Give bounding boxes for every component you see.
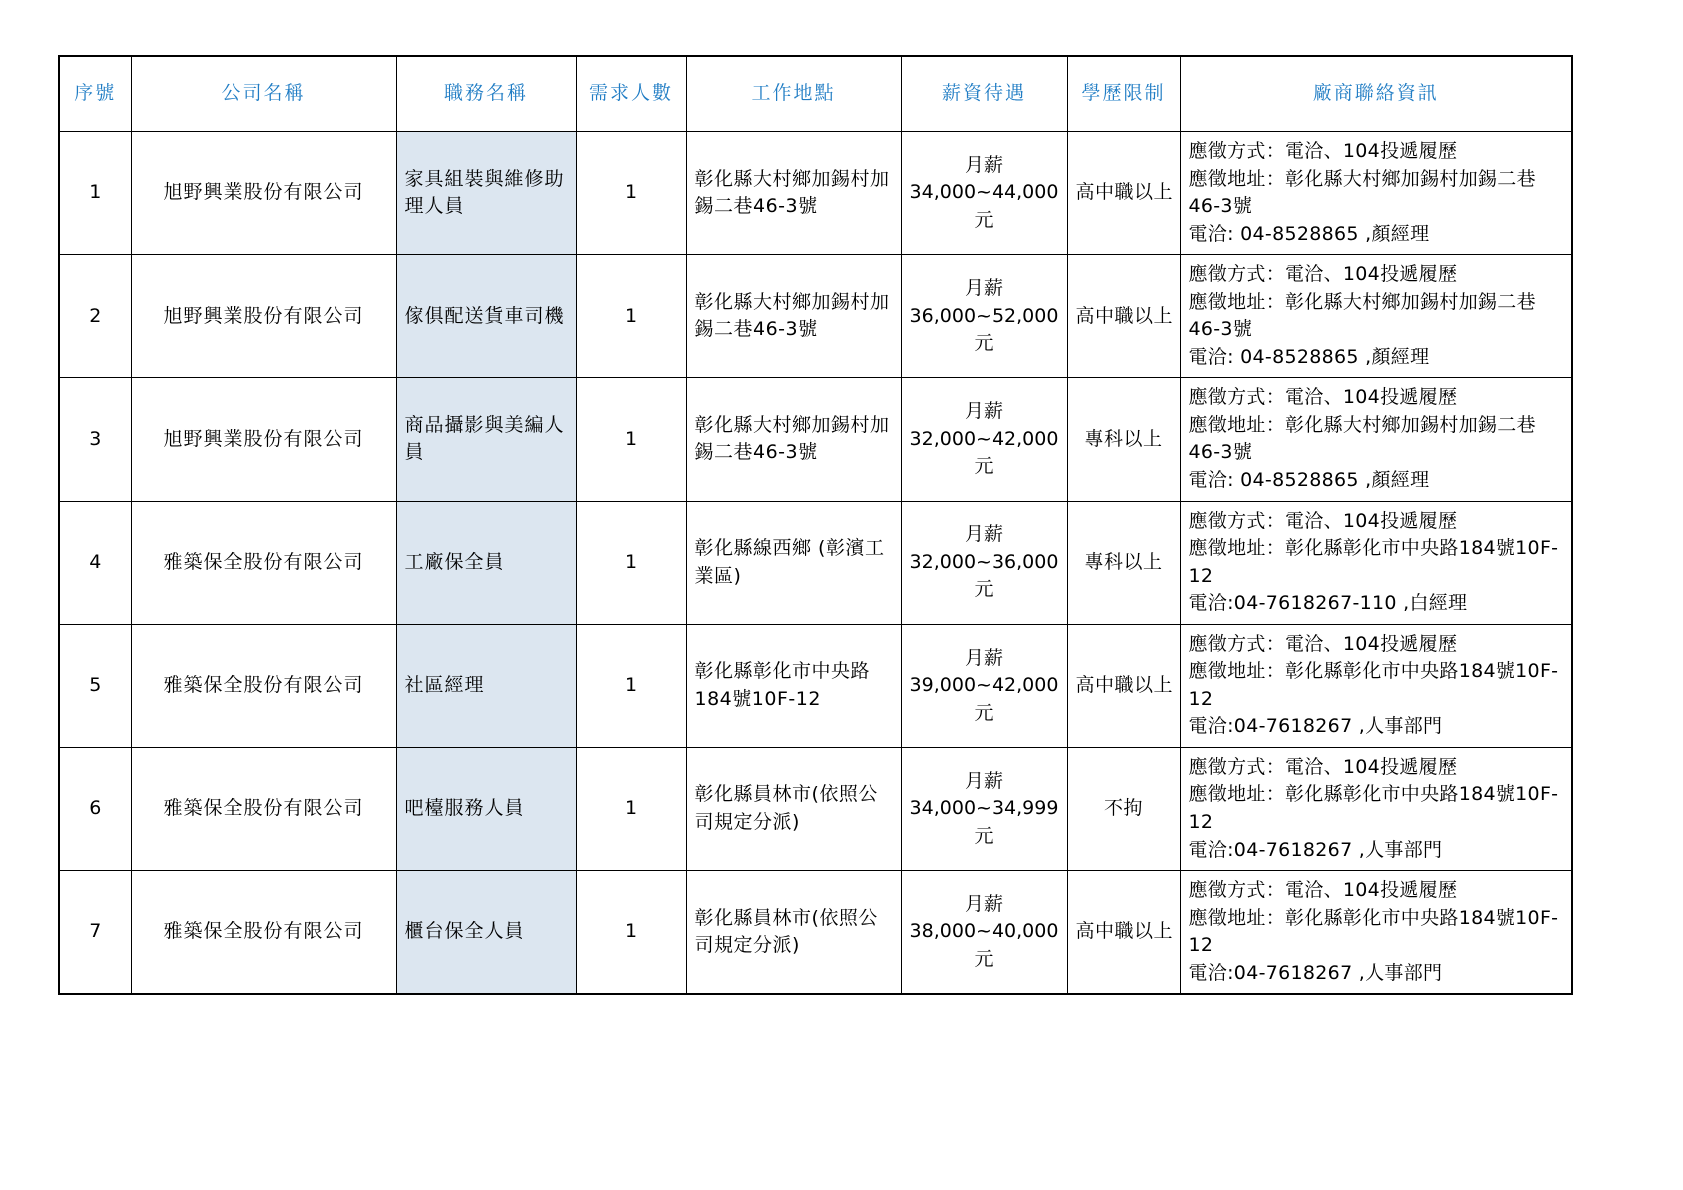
cell-headcount: 1 [576, 624, 686, 747]
cell-headcount: 1 [576, 378, 686, 501]
contact-line: 應徵方式：電洽、104投遞履歷 [1188, 632, 1458, 655]
cell-no: 6 [59, 747, 131, 870]
cell-contact [1180, 132, 1572, 255]
cell-job-title: 櫃台保全人員 [396, 871, 576, 995]
cell-job-title: 傢俱配送貨車司機 [396, 255, 576, 378]
cell-education: 專科以上 [1067, 501, 1180, 624]
contact-line: 應徵地址：彰化縣大村鄉加錫村加錫二巷46-3號 [1188, 290, 1536, 341]
cell-headcount: 1 [576, 132, 686, 255]
contact-line: 應徵方式：電洽、104投遞履歷 [1188, 755, 1458, 778]
cell-headcount: 1 [576, 747, 686, 870]
table-row [59, 378, 1572, 501]
cell-education: 不拘 [1067, 747, 1180, 870]
column-header-salary: 薪資待遇 [901, 56, 1067, 132]
table-row [59, 132, 1572, 255]
cell-job-title: 社區經理 [396, 624, 576, 747]
column-header-contact: 廠商聯絡資訊 [1180, 56, 1572, 132]
cell-company: 雅築保全股份有限公司 [131, 501, 396, 624]
contact-line: 應徵方式：電洽、104投遞履歷 [1188, 263, 1458, 286]
contact-line: 應徵方式：電洽、104投遞履歷 [1188, 140, 1458, 162]
cell-no: 4 [59, 501, 131, 624]
cell-contact [1180, 501, 1572, 624]
contact-line: 電洽:04-7618267 ,人事部門 [1188, 961, 1443, 984]
cell-salary: 月薪32,000~36,000元 [901, 501, 1067, 624]
contact-line: 電洽: 04-8528865 ,顏經理 [1188, 222, 1430, 245]
table-row [59, 255, 1572, 378]
cell-education: 專科以上 [1067, 378, 1180, 501]
cell-contact [1180, 378, 1572, 501]
cell-location: 彰化縣大村鄉加錫村加錫二巷46-3號 [686, 378, 901, 501]
column-header-job-title: 職務名稱 [396, 56, 576, 132]
cell-location: 彰化縣線西鄉 (彰濱工業區) [686, 501, 901, 624]
cell-salary: 月薪36,000~52,000元 [901, 255, 1067, 378]
cell-headcount: 1 [576, 871, 686, 995]
cell-company: 旭野興業股份有限公司 [131, 132, 396, 255]
cell-company: 旭野興業股份有限公司 [131, 378, 396, 501]
cell-education: 高中職以上 [1067, 255, 1180, 378]
cell-job-title: 吧檯服務人員 [396, 747, 576, 870]
contact-line: 應徵地址：彰化縣大村鄉加錫村加錫二巷46-3號 [1188, 413, 1536, 464]
contact-line: 電洽:04-7618267 ,人事部門 [1188, 715, 1443, 738]
cell-salary: 月薪32,000~42,000元 [901, 378, 1067, 501]
contact-line: 電洽:04-7618267-110 ,白經理 [1188, 592, 1468, 615]
contact-line: 應徵地址：彰化縣彰化市中央路184號10F-12 [1188, 660, 1559, 710]
cell-contact [1180, 871, 1572, 995]
cell-no: 5 [59, 624, 131, 747]
contact-line: 應徵方式：電洽、104投遞履歷 [1188, 509, 1458, 532]
cell-salary: 月薪39,000~42,000元 [901, 624, 1067, 747]
table-row [59, 624, 1572, 747]
contact-line: 應徵方式：電洽、104投遞履歷 [1188, 879, 1458, 902]
column-header-headcount: 需求人數 [576, 56, 686, 132]
contact-line: 電洽:04-7618267 ,人事部門 [1188, 838, 1443, 861]
cell-no: 1 [59, 132, 131, 255]
cell-education: 高中職以上 [1067, 624, 1180, 747]
cell-salary: 月薪38,000~40,000元 [901, 871, 1067, 995]
cell-salary: 月薪34,000~44,000元 [901, 132, 1067, 255]
cell-location: 彰化縣大村鄉加錫村加錫二巷46-3號 [686, 132, 901, 255]
cell-job-title: 家具組裝與維修助理人員 [396, 132, 576, 255]
cell-company: 雅築保全股份有限公司 [131, 747, 396, 870]
cell-company: 旭野興業股份有限公司 [131, 255, 396, 378]
contact-line: 應徵方式：電洽、104投遞履歷 [1188, 386, 1458, 409]
contact-line: 應徵地址：彰化縣彰化市中央路184號10F-12 [1188, 537, 1559, 587]
cell-salary: 月薪34,000~34,999元 [901, 747, 1067, 870]
contact-line: 應徵地址：彰化縣彰化市中央路184號10F-12 [1188, 783, 1559, 834]
cell-contact [1180, 747, 1572, 870]
cell-location: 彰化縣員林市(依照公司規定分派) [686, 747, 901, 870]
table-row [59, 747, 1572, 870]
table-header-row [59, 56, 1572, 132]
cell-company: 雅築保全股份有限公司 [131, 871, 396, 995]
cell-no: 3 [59, 378, 131, 501]
contact-line: 應徵地址：彰化縣彰化市中央路184號10F-12 [1188, 906, 1559, 957]
cell-job-title: 工廠保全員 [396, 501, 576, 624]
contact-line: 電洽: 04-8528865 ,顏經理 [1188, 469, 1430, 492]
cell-education: 高中職以上 [1067, 871, 1180, 995]
cell-company: 雅築保全股份有限公司 [131, 624, 396, 747]
contact-line: 電洽: 04-8528865 ,顏經理 [1188, 345, 1430, 368]
contact-line: 應徵地址：彰化縣大村鄉加錫村加錫二巷46-3號 [1188, 167, 1536, 218]
cell-location: 彰化縣員林市(依照公司規定分派) [686, 871, 901, 995]
column-header-education: 學歷限制 [1067, 56, 1180, 132]
job-listing-table [58, 55, 1573, 995]
cell-contact [1180, 255, 1572, 378]
table-header [59, 56, 1572, 132]
column-header-company: 公司名稱 [131, 56, 396, 132]
table-row [59, 501, 1572, 624]
table-body [59, 132, 1572, 995]
cell-location: 彰化縣彰化市中央路184號10F-12 [686, 624, 901, 747]
cell-contact [1180, 624, 1572, 747]
table-row [59, 871, 1572, 995]
cell-no: 7 [59, 871, 131, 995]
cell-job-title: 商品攝影與美編人員 [396, 378, 576, 501]
cell-headcount: 1 [576, 501, 686, 624]
cell-education: 高中職以上 [1067, 132, 1180, 255]
cell-location: 彰化縣大村鄉加錫村加錫二巷46-3號 [686, 255, 901, 378]
cell-headcount: 1 [576, 255, 686, 378]
column-header-no: 序號 [59, 56, 131, 132]
column-header-location: 工作地點 [686, 56, 901, 132]
cell-no: 2 [59, 255, 131, 378]
